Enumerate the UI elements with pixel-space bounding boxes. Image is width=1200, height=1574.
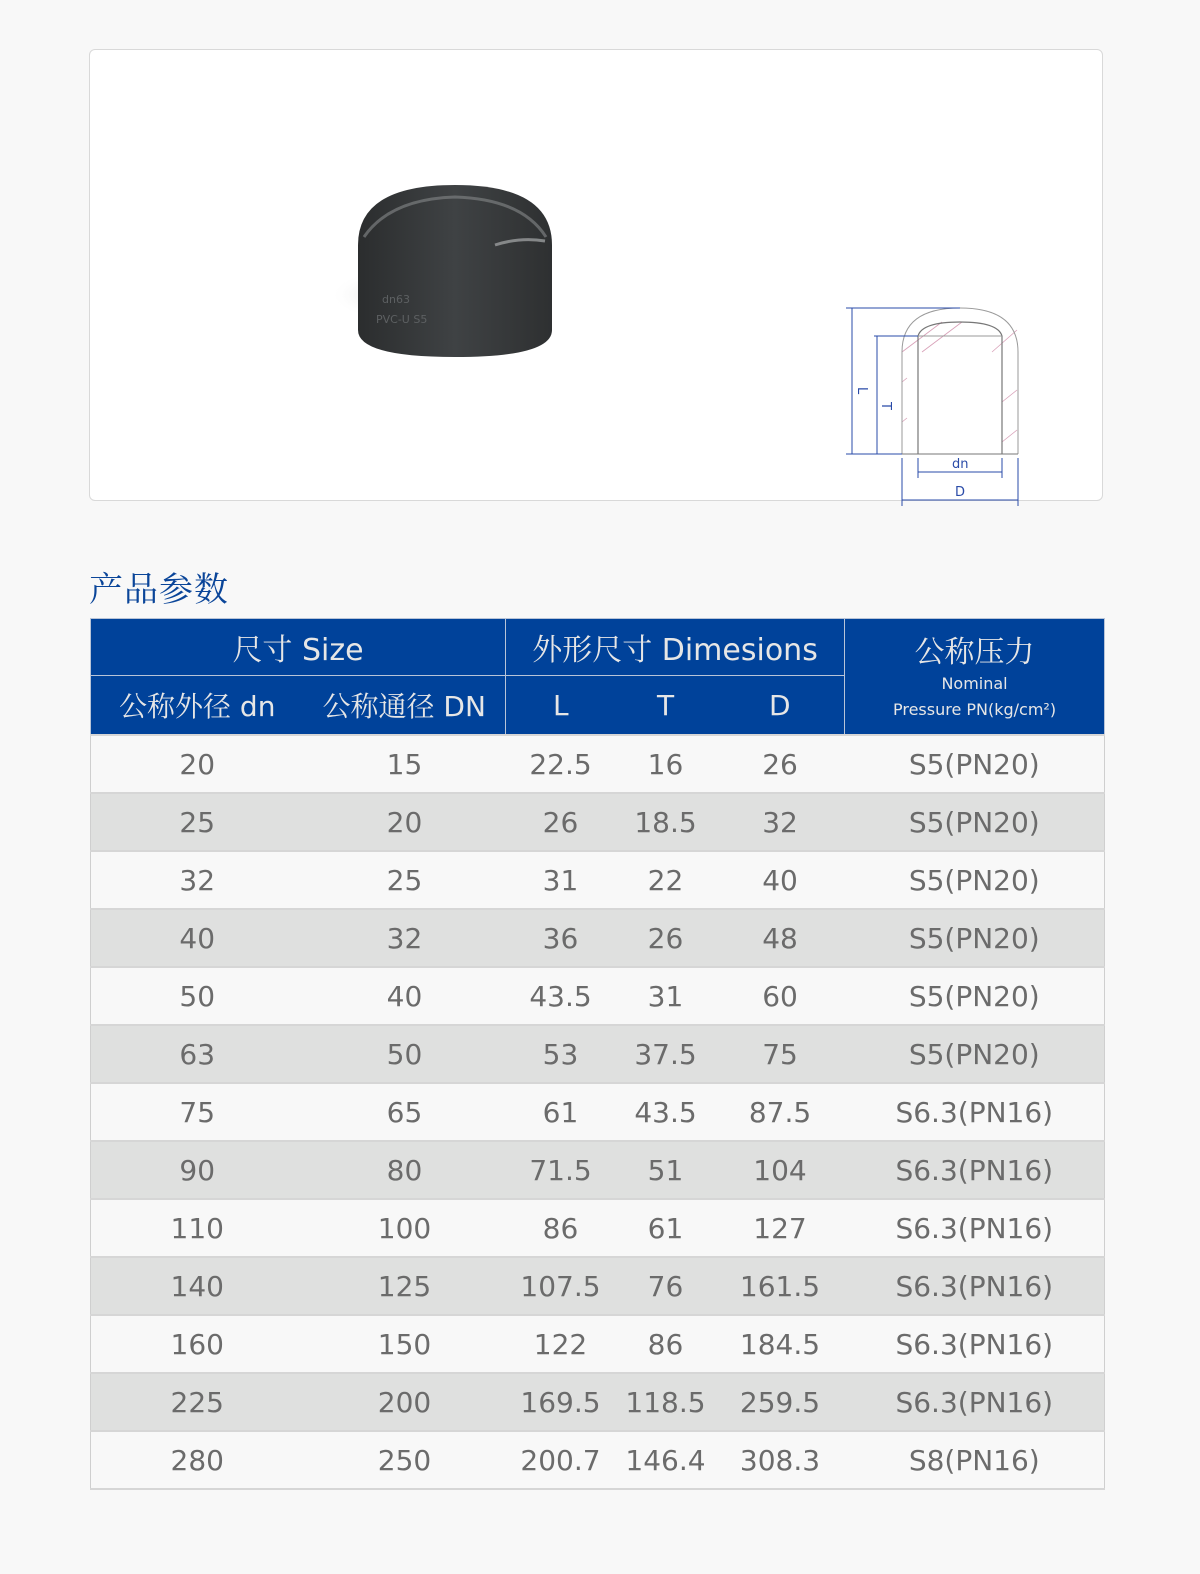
- cell-T: 16: [616, 735, 716, 793]
- table-row: [91, 1199, 1105, 1257]
- cell-D: 104: [716, 1141, 845, 1199]
- table-row: [91, 735, 1105, 793]
- header-pressure: [845, 619, 1105, 736]
- cell-DN: 125: [304, 1257, 506, 1315]
- section-title: 产品参数: [89, 570, 229, 610]
- pipe-cap-photo: [290, 175, 570, 375]
- cell-L: 169.5: [506, 1373, 616, 1431]
- header-D: D: [716, 676, 845, 736]
- cell-T: 43.5: [616, 1083, 716, 1141]
- table-row: [91, 967, 1105, 1025]
- label-dn: dn: [952, 457, 969, 472]
- cell-L: 61: [506, 1083, 616, 1141]
- cell-dn: 280: [91, 1431, 304, 1489]
- label-D: D: [955, 485, 966, 500]
- cell-pressure: S5(PN20): [845, 735, 1105, 793]
- cell-T: 22: [616, 851, 716, 909]
- cell-dn: 20: [91, 735, 304, 793]
- cell-T: 118.5: [616, 1373, 716, 1431]
- cell-DN: 250: [304, 1431, 506, 1489]
- header-pressure-sub2: Pressure PN(kg/cm²): [892, 699, 1057, 719]
- cell-T: 146.4: [616, 1431, 716, 1489]
- product-image-card: [89, 49, 1103, 501]
- table-row: [91, 793, 1105, 851]
- table-row: [91, 1025, 1105, 1083]
- cell-T: 37.5: [616, 1025, 716, 1083]
- label-T: T: [878, 402, 893, 410]
- header-pressure-sub1: Nominal: [941, 673, 1008, 693]
- cell-DN: 40: [304, 967, 506, 1025]
- table-row: [91, 851, 1105, 909]
- product-marking-text-2: PVC-U S5: [376, 313, 428, 326]
- cell-L: 36: [506, 909, 616, 967]
- cell-T: 18.5: [616, 793, 716, 851]
- cell-DN: 100: [304, 1199, 506, 1257]
- cell-DN: 65: [304, 1083, 506, 1141]
- cell-dn: 225: [91, 1373, 304, 1431]
- cell-L: 107.5: [506, 1257, 616, 1315]
- cell-DN: 80: [304, 1141, 506, 1199]
- cell-L: 122: [506, 1315, 616, 1373]
- cell-L: 31: [506, 851, 616, 909]
- header-DN: 公称通径 DN: [304, 676, 506, 736]
- cell-DN: 15: [304, 735, 506, 793]
- spec-table: [90, 618, 1105, 1490]
- cell-dn: 110: [91, 1199, 304, 1257]
- header-L: L: [506, 676, 616, 736]
- cell-T: 26: [616, 909, 716, 967]
- cell-D: 60: [716, 967, 845, 1025]
- cell-L: 86: [506, 1199, 616, 1257]
- cell-D: 161.5: [716, 1257, 845, 1315]
- cell-pressure: S6.3(PN16): [845, 1373, 1105, 1431]
- cell-D: 87.5: [716, 1083, 845, 1141]
- cell-pressure: S6.3(PN16): [845, 1257, 1105, 1315]
- cell-DN: 150: [304, 1315, 506, 1373]
- cell-D: 259.5: [716, 1373, 845, 1431]
- cell-L: 43.5: [506, 967, 616, 1025]
- cell-D: 75: [716, 1025, 845, 1083]
- cell-L: 71.5: [506, 1141, 616, 1199]
- cell-L: 53: [506, 1025, 616, 1083]
- table-row: [91, 1257, 1105, 1315]
- cell-dn: 25: [91, 793, 304, 851]
- cell-L: 22.5: [506, 735, 616, 793]
- table-row: [91, 1315, 1105, 1373]
- cell-DN: 20: [304, 793, 506, 851]
- cell-pressure: S5(PN20): [845, 793, 1105, 851]
- table-row: [91, 1373, 1105, 1431]
- table-row: [91, 1431, 1105, 1489]
- cell-T: 51: [616, 1141, 716, 1199]
- label-L: L: [854, 387, 869, 395]
- cell-D: 32: [716, 793, 845, 851]
- cell-D: 308.3: [716, 1431, 845, 1489]
- cell-pressure: S5(PN20): [845, 1025, 1105, 1083]
- cell-dn: 63: [91, 1025, 304, 1083]
- header-T: T: [616, 676, 716, 736]
- cell-L: 200.7: [506, 1431, 616, 1489]
- cell-pressure: S6.3(PN16): [845, 1141, 1105, 1199]
- header-dn: 公称外径 dn: [91, 676, 304, 736]
- cell-DN: 32: [304, 909, 506, 967]
- cell-D: 127: [716, 1199, 845, 1257]
- cell-dn: 32: [91, 851, 304, 909]
- cell-D: 40: [716, 851, 845, 909]
- product-marking-text: dn63: [382, 293, 410, 306]
- cell-pressure: S6.3(PN16): [845, 1315, 1105, 1373]
- cell-dn: 90: [91, 1141, 304, 1199]
- cell-D: 184.5: [716, 1315, 845, 1373]
- header-pressure-main: 公称压力: [914, 634, 1035, 670]
- technical-drawing: [822, 282, 1042, 500]
- cell-pressure: S5(PN20): [845, 851, 1105, 909]
- cell-T: 86: [616, 1315, 716, 1373]
- cell-T: 31: [616, 967, 716, 1025]
- cell-dn: 75: [91, 1083, 304, 1141]
- cell-pressure: S6.3(PN16): [845, 1199, 1105, 1257]
- cell-T: 76: [616, 1257, 716, 1315]
- cell-DN: 25: [304, 851, 506, 909]
- cell-L: 26: [506, 793, 616, 851]
- cell-pressure: S8(PN16): [845, 1431, 1105, 1489]
- cell-DN: 200: [304, 1373, 506, 1431]
- cell-DN: 50: [304, 1025, 506, 1083]
- cell-T: 61: [616, 1199, 716, 1257]
- cell-pressure: S5(PN20): [845, 967, 1105, 1025]
- cell-D: 26: [716, 735, 845, 793]
- cell-dn: 160: [91, 1315, 304, 1373]
- cell-pressure: S5(PN20): [845, 909, 1105, 967]
- table-row: [91, 1083, 1105, 1141]
- header-dimensions: 外形尺寸 Dimesions: [506, 619, 845, 676]
- table-row: [91, 1141, 1105, 1199]
- cell-pressure: S6.3(PN16): [845, 1083, 1105, 1141]
- table-row: [91, 909, 1105, 967]
- cell-dn: 50: [91, 967, 304, 1025]
- cell-dn: 140: [91, 1257, 304, 1315]
- header-size: 尺寸 Size: [91, 619, 506, 676]
- cell-D: 48: [716, 909, 845, 967]
- cell-dn: 40: [91, 909, 304, 967]
